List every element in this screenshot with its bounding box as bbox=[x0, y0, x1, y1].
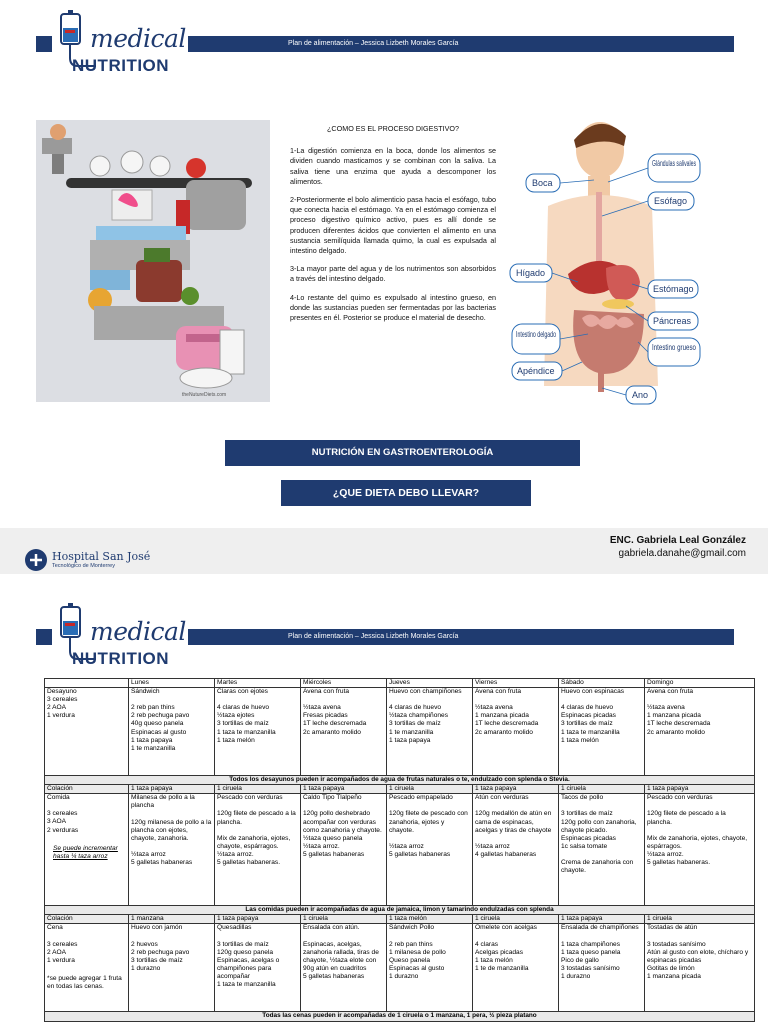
banner-question bbox=[281, 480, 531, 506]
table-row-desayuno bbox=[45, 688, 755, 776]
day-header: Domingo bbox=[645, 679, 755, 688]
meal-portions: 3 cereales 2 AOA 1 verdura bbox=[47, 940, 78, 964]
meal-cell: Caldo Tipo Tlalpeño 120g pollo deshebrado acompañar con verduras como zanahoria y chayote. ½taza queso panela ½taza arroz. 5 galletas habaneras bbox=[301, 794, 387, 906]
note-breakfast: Todos los desayunos pueden ir acompañados de agua de frutas naturales o te, endulzado con splenda o Stevia. bbox=[45, 776, 755, 785]
meal-cell: Huevo con espinacas 4 claras de huevo Espinacas picadas 3 tortillas de maíz 1 taza te manzanilla 1 taza melón bbox=[559, 688, 645, 776]
process-step-1: 1-La digestión comienza en la boca, donde los alimentos se dividen cuando masticamos y se combinan con la saliva. La saliva tiene una enzima que ayuda a descomponer los alimentos. bbox=[290, 146, 496, 186]
corner-cell bbox=[45, 679, 129, 688]
cartoon-credit: theNutureDiets.com bbox=[182, 392, 227, 398]
label-apendice: Apéndice bbox=[517, 366, 555, 376]
label-pancreas: Páncreas bbox=[653, 316, 692, 326]
snack-cell: 1 ciruela bbox=[559, 785, 645, 794]
digestive-anatomy-diagram bbox=[508, 116, 704, 408]
day-header: Jueves bbox=[387, 679, 473, 688]
note-row-dinner bbox=[45, 1012, 755, 1021]
meal-cell: Sándwich 2 reb pan thins 2 reb pechuga pavo 40g queso panela Espinacas al gusto 1 taza papaya 1 te manzanilla bbox=[129, 688, 215, 776]
logo-nutrition: NUTRITION bbox=[72, 56, 170, 75]
meal-cell: Claras con ejotes 4 claras de huevo ½taza ejotes 3 tortillas de maíz 1 taza te manzanilla 1 taza melón bbox=[215, 688, 301, 776]
logo-medical-2: medical bbox=[90, 617, 186, 646]
header-bar-2 bbox=[188, 629, 734, 645]
digestive-cartoon-illustration bbox=[36, 120, 270, 402]
note-lunch: Las comidas pueden ir acompañadas de agua de jamaica, limon y tamarindo endulzadas con splenda bbox=[45, 906, 755, 915]
process-step-4: 4-Lo restante del quimo es expulsado al intestino grueso, en donde las sustancias pueden ser fermentadas por las bacterias presentes en él. Posterior se produce el material de desecho. bbox=[290, 292, 496, 323]
day-header: Miércoles bbox=[301, 679, 387, 688]
meal-cell: Pescado empapelado 120g filete de pescado con zanahoria, ejotes y chayote. ½taza arroz 5 galletas habaneras bbox=[387, 794, 473, 906]
process-step-3: 3-La mayor parte del agua y de los nutrimentos son absorbidos a través del intestino delgado. bbox=[290, 264, 496, 284]
label-boca: Boca bbox=[532, 178, 553, 188]
meal-portions: 3 cereales 3 AOA 2 verduras bbox=[47, 810, 79, 834]
meal-cell: Sándwich Pollo 2 reb pan thins 1 milanesa de pollo Queso panela Espinacas al gusto 1 durazno bbox=[387, 924, 473, 1012]
note-row-breakfast bbox=[45, 776, 755, 785]
digestive-process-text bbox=[290, 124, 496, 331]
note-dinner: Todas las cenas pueden ir acompañadas de 1 ciruela o 1 manzana, 1 pera, ½ pieza platano bbox=[45, 1012, 755, 1021]
meal-label: Cena bbox=[47, 924, 63, 932]
meal-note: Se puede incrementar hasta ¼ taza arroz bbox=[53, 844, 118, 860]
label-esofago: Esófago bbox=[654, 196, 688, 206]
banner-title-text: NUTRICIÓN EN GASTROENTEROLOGÍA bbox=[311, 447, 494, 458]
meal-cell: Milanesa de pollo a la plancha 120g milanesa de pollo a la plancha con ejotes, chayote, zanahoria. ½taza arroz 5 galletas habaneras bbox=[129, 794, 215, 906]
medical-nutrition-logo bbox=[56, 10, 196, 76]
snack-cell: 1 ciruela bbox=[215, 785, 301, 794]
label-intestino-delgado: Intestino delgado bbox=[516, 329, 557, 339]
snack-cell: 1 taza papaya bbox=[301, 785, 387, 794]
meal-label: Colación bbox=[45, 785, 129, 794]
snack-cell: 1 taza papaya bbox=[645, 785, 755, 794]
snack-cell: 1 manzana bbox=[129, 915, 215, 924]
header-text-2: Plan de alimentación – Jessica Lizbeth Morales García bbox=[288, 633, 459, 640]
meal-cell: Avena con fruta ½taza avena Fresas picadas 1T leche descremada 2c amaranto molido bbox=[301, 688, 387, 776]
meal-plan-table bbox=[44, 678, 755, 1022]
snack-cell: 1 ciruela bbox=[645, 915, 755, 924]
meal-cell: Atún con verduras 120g medallón de atún en cama de espinacas, acelgas y tiras de chayote ½taza arroz 4 galletas habaneras bbox=[473, 794, 559, 906]
snack-cell: 1 taza papaya bbox=[215, 915, 301, 924]
logo-medical: medical bbox=[90, 24, 186, 53]
meal-label-cell bbox=[45, 794, 129, 906]
meal-cell: Tostadas de atún 3 tostadas sanísimo Atún al gusto con elote, chícharo y espinacas picadas Gotitas de limón 1 manzana picada bbox=[645, 924, 755, 1012]
label-intestino-grueso: Intestino grueso bbox=[652, 342, 697, 352]
process-question: ¿COMO ES EL PROCESO DIGESTIVO? bbox=[327, 124, 459, 133]
label-estomago: Estómago bbox=[653, 284, 694, 294]
label-glandulas: Glándulas salivales bbox=[652, 158, 696, 168]
meal-cell: Huevo con champiñones 4 claras de huevo ½taza champiñones 3 tortillas de maíz 1 te manzanilla 1 taza papaya bbox=[387, 688, 473, 776]
signature-name: ENC. Gabriela Leal González bbox=[609, 535, 746, 546]
label-higado: Hígado bbox=[516, 268, 546, 278]
meal-label-cell bbox=[45, 688, 129, 776]
label-ano: Ano bbox=[632, 390, 649, 400]
hospital-emblem-icon bbox=[24, 548, 48, 572]
meal-cell: Pescado con verduras 120g filete de pescado a la plancha. Mix de zanahoria, ejotes, chayote, espárragos. ½taza arroz. 5 galletas habaneras. bbox=[215, 794, 301, 906]
meal-note: *se puede agregar 1 fruta en todas las cenas. bbox=[47, 974, 122, 990]
meal-cell: Avena con fruta ½taza avena 1 manzana picada 1T leche descremada 2c amaranto molido bbox=[473, 688, 559, 776]
meal-cell: Pescado con verduras 120g filete de pescado a la plancha. Mix de zanahoria, ejotes, chayote, espárragos. ½taza arroz. 5 galletas habaneras. bbox=[645, 794, 755, 906]
hospital-name: Hospital San José bbox=[52, 550, 151, 563]
table-row-colacion-2 bbox=[45, 915, 755, 924]
snack-cell: 1 taza melón bbox=[387, 915, 473, 924]
banner-title bbox=[225, 440, 580, 466]
day-header: Lunes bbox=[129, 679, 215, 688]
snack-cell: 1 taza papaya bbox=[129, 785, 215, 794]
meal-portions: 3 cereales 2 AOA 1 verdura bbox=[47, 696, 78, 720]
header-text: Plan de alimentación – Jessica Lizbeth Morales García bbox=[288, 40, 459, 47]
signature-email: gabriela.danahe@gmail.com bbox=[618, 548, 746, 559]
snack-cell: 1 ciruela bbox=[301, 915, 387, 924]
day-header: Viernes bbox=[473, 679, 559, 688]
table-row-comida bbox=[45, 794, 755, 906]
medical-nutrition-logo-2 bbox=[56, 603, 196, 669]
meal-cell: Tacos de pollo 3 tortillas de maíz 120g pollo con zanahoria, chayote picado. Espinacas picadas 1c salsa tomate Crema de zanahoria con chayote. bbox=[559, 794, 645, 906]
meal-label-cell bbox=[45, 924, 129, 1012]
snack-cell: 1 ciruela bbox=[473, 915, 559, 924]
meal-label: Desayuno bbox=[47, 688, 77, 696]
logo-nutrition-2: NUTRITION bbox=[72, 649, 170, 668]
meal-cell: Omelete con acelgas 4 claras Acelgas picadas 1 taza melón 1 te de manzanilla bbox=[473, 924, 559, 1012]
meal-label: Colación bbox=[45, 915, 129, 924]
meal-cell: Avena con fruta ½taza avena 1 manzana picada 1T leche descremada 2c amaranto molido bbox=[645, 688, 755, 776]
meal-cell: Huevo con jamón 2 huevos 2 reb pechuga pavo 3 tortillas de maíz 1 durazno bbox=[129, 924, 215, 1012]
table-row-cena bbox=[45, 924, 755, 1012]
process-step-2: 2-Posteriormente el bolo alimenticio pasa hacia el esófago, tubo que conecta hacia el estómago. Ya en el estómago comienza el proceso digestivo químico activo, pues es allí donde se producen diferentes ácidos que convierten el alimento en una sustancia semilíquida llamada quimo, la cual es expulsada al intestino delgado. bbox=[290, 195, 496, 256]
meal-label: Comida bbox=[47, 794, 70, 802]
snack-cell: 1 taza papaya bbox=[559, 915, 645, 924]
meal-cell: Ensalada de champiñones 1 taza champiñones 1 taza queso panela Pico de gallo 3 tostadas sanísimo 1 durazno bbox=[559, 924, 645, 1012]
snack-cell: 1 ciruela bbox=[387, 785, 473, 794]
banner-question-text: ¿QUE DIETA DEBO LLEVAR? bbox=[332, 487, 480, 499]
table-header-row bbox=[45, 679, 755, 688]
header-square-2 bbox=[36, 629, 52, 645]
meal-cell: Ensalada con atún. Espinacas, acelgas, zanahoria rallada, tiras de chayote, ½taza elote con 90g atún en cuadritos 5 galletas habaneras bbox=[301, 924, 387, 1012]
header-bar bbox=[188, 36, 734, 52]
day-header: Martes bbox=[215, 679, 301, 688]
hospital-sub: Tecnológico de Monterrey bbox=[52, 563, 115, 569]
day-header: Sábado bbox=[559, 679, 645, 688]
meal-cell: Quesadillas 3 tortillas de maíz 120g queso panela Espinacas, acelgas o champiñones para acompañar 1 taza te manzanilla bbox=[215, 924, 301, 1012]
note-row-lunch bbox=[45, 906, 755, 915]
snack-cell: 1 taza papaya bbox=[473, 785, 559, 794]
header-square bbox=[36, 36, 52, 52]
table-row-colacion-1 bbox=[45, 785, 755, 794]
